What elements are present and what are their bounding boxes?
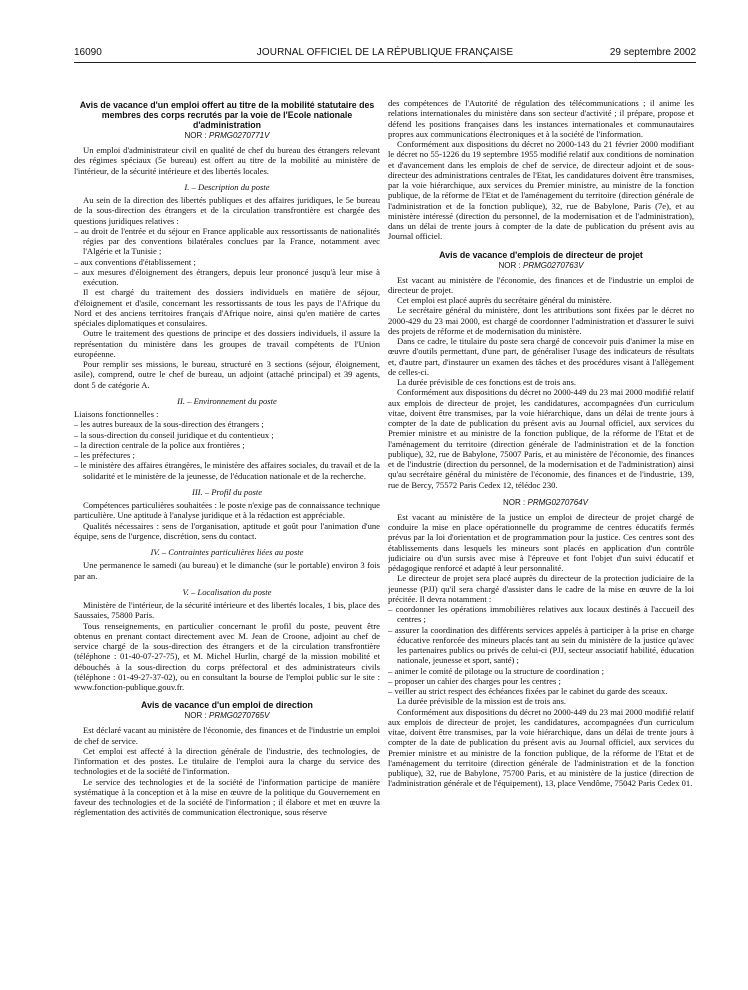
paragraph: Une permanence le samedi (au bureau) et le dimanche (sur le portable) environ 3 fois par an. xyxy=(74,560,380,581)
section-heading: V. – Localisation du poste xyxy=(182,586,272,597)
paragraph: Conformément aux dispositions du décret no 2000-449 du 23 mai 2000 modifié relatif aux emplois de directeur de projet, les candidatures, accompagnées d'un curriculum vitae, doivent être transmises, par la voie hiérarchique, dans un délai de trente jours à compter de la date de publication du présent avis au Journal officiel, aux services du Premier ministre et au ministre de la fonction publique, de la réforme de l'Etat et de l'aménagement du territoire (direction générale de l'administration et de la fonction publique), 32, rue de Babylone, 75700 Paris, et au ministère de la justice (direction de l'administration générale et de l'équipement), 13, place Vendôme, 75042 Paris Cedex 01. xyxy=(388,706,694,789)
notice-directeur-projet xyxy=(388,250,694,490)
paragraph: Tous renseignements, en particulier concernant le profil du poste, peuvent être obtenus en prenant contact directement avec M. Jean de Croone, adjoint au chef de service chargé de la sous-direction des étrangers et de la circulation transfrontière (téléphone : 01-40-07-27-75), et M. Michel Hurlin, chargé de la mission mobilité et débouchés à la sous-direction du corps préfectoral et des administrateurs civils (téléphone : 01-49-27-37-02), ou en consultant la bourse de l'emploi public sur le site : www.fonction-publique.gouv.fr. xyxy=(74,620,380,692)
paragraph: Est vacant au ministère de la justice un emploi de directeur de projet chargé de conduire la mise en place opérationnelle du programme de centres éducatifs fermés prévus par la loi d'orientation et de programmation pour la justice. Ces centres sont des établissements dans lesquels les mineurs sont placés en application d'un contrôle judiciaire ou d'un sursis avec mise à l'épreuve et font l'objet d'un suivi éducatif et pédagogique renforcé et adapté à leur personnalité. xyxy=(388,511,694,573)
paragraph: Le secrétaire général du ministère, dont les attributions sont fixées par le décret no 2000-429 du 23 mai 2000, est chargé de coordonner l'administration et d'assurer le suivi des projets de réforme et de modernisation du ministère. xyxy=(388,305,694,336)
list-item: – les autres bureaux de la sous-direction des étrangers ; xyxy=(74,419,264,430)
spacer xyxy=(388,242,694,250)
header-rule xyxy=(74,62,696,63)
notice-justice xyxy=(388,498,694,789)
notice-title: Avis de vacance d'un emploi de direction xyxy=(141,700,313,711)
list-item: – aux mesures d'éloignement des étrangers, depuis leur prononcé jusqu'à leur mise à exécution. xyxy=(74,266,380,287)
paragraph: Un emploi d'administrateur civil en qualité de chef du bureau des étrangers relevant des régimes spéciaux (5e bureau) est offert au titre de la mobilité au ministère de l'intérieur, de la sécurité intérieure et des libertés locales. xyxy=(74,145,380,176)
section-heading: IV. – Contraintes particulières liées au poste xyxy=(150,547,304,557)
list-item: – aux conventions d'établissement ; xyxy=(74,256,196,267)
notice-direction xyxy=(74,700,380,817)
notice-direction-continued xyxy=(388,98,694,242)
paragraph: Liaisons fonctionnelles : xyxy=(74,409,159,419)
list-item: – les préfectures ; xyxy=(74,450,135,460)
paragraph: La durée prévisible de la mission est de trois ans. xyxy=(397,696,566,707)
journal-title: JOURNAL OFFICIEL DE LA RÉPUBLIQUE FRANÇAISE xyxy=(256,47,514,58)
paragraph: Qualités nécessaires : sens de l'organisation, aptitude et goût pour l'animation d'une équipe, sens de l'urgence, discrétion, sens du contact. xyxy=(74,520,380,541)
paragraph: Conformément aux dispositions du décret no 2000-449 du 23 mai 2000 modifié relatif aux emplois de directeur de projet, les candidatures, accompagnées d'un curriculum vitae, doivent être transmises, par la voie hiérarchique, dans un délai de trente jours à compter de la date de publication du présent avis au Journal officiel, aux services du Premier ministre et au ministre de la fonction publique, de la réforme de l'Etat et de l'aménagement du territoire (direction générale de l'administration et de la fonction publique), 32, rue de Babylone, 75007 Paris, et au ministère de l'économie, des finances et de l'industrie (direction du personnel, de la modernisation et de l'administration) ainsi qu'au secrétaire général du ministère de l'économie, des finances et de l'industrie, 139, rue de Bercy, 75572 Paris Cedex 12, télédoc 230. xyxy=(388,387,694,490)
paragraph: Au sein de la direction des libertés publiques et des affaires juridiques, le 5e bureau de la sous-direction des étrangers et de la circulation transfrontière est chargée des questions juridiques relatives : xyxy=(74,195,380,226)
issue-date: 29 septembre 2002 xyxy=(609,47,696,58)
nor-label: NOR : xyxy=(503,497,526,507)
nor-reference xyxy=(74,131,380,141)
paragraph: Est vacant au ministère de l'économie, des finances et de l'industrie un emploi de directeur de projet. xyxy=(388,274,694,295)
paragraph: Ministère de l'intérieur, de la sécurité intérieure et des libertés locales, 1 bis, place des Saussaies, 75800 Paris. xyxy=(74,600,380,621)
list-item: – assurer la coordination des différents services appelés à participer à la prise en charge éducative renforcée des mineurs placés tant au sein du ministère de la justice qu'avec les partenaires publics ou privés de celui-ci (PJJ, secteur associatif habilité, éducation nationale, jeunesse et sport, santé) ; xyxy=(388,624,694,666)
nor-code: PRMG0270771V xyxy=(208,131,270,140)
paragraph: Dans ce cadre, le titulaire du poste sera chargé de concevoir puis d'animer la mise en œuvre d'outils permettant, d'une part, de généraliser l'usage des indicateurs de résultats et, d'autre part, d'instaurer un examen des tâches et des procédures visant à l'allègement de celles-ci. xyxy=(388,336,694,377)
section-heading: II. – Environnement du poste xyxy=(177,395,277,406)
nor-reference xyxy=(388,261,694,271)
list-item: – la sous-direction du conseil juridique et du contentieux ; xyxy=(74,429,274,440)
right-column xyxy=(388,98,694,966)
list-item: – le ministère des affaires étrangères, le ministère des affaires sociales, du travail et de la solidarité et le ministère de la jeunesse, de l'éducation nationale et de la recherche. xyxy=(74,460,380,481)
nor-code: PRMG0270763V xyxy=(522,260,584,270)
section-heading: I. – Description du poste xyxy=(184,181,270,192)
paragraph: Le directeur de projet sera placé auprès du directeur de la protection judiciaire de la jeunesse (PJJ) qu'il sera chargé d'assister dans le cadre de la mise en œuvre de la loi précitée. Il devra notamment : xyxy=(388,573,694,604)
nor-code: PRMG0270765V xyxy=(208,711,270,721)
nor-code: PRMG0270764V xyxy=(527,497,588,507)
paragraph: Le service des technologies et de la société de l'information participe de manière systématique à la conception et à la mise en œuvre de la politique du Gouvernement en faveur des technologies et de la société de l'information ; il élabore et met en œuvre la réglementation des activités de communication électronique, sous réserve xyxy=(74,776,380,818)
nor-label: NOR : xyxy=(498,260,521,270)
spacer xyxy=(74,692,380,700)
section-heading: III. – Profil du poste xyxy=(191,486,263,497)
paragraph: Pour remplir ses missions, le bureau, structuré en 3 sections (séjour, éloignement, asile), comprend, outre le chef de bureau, un adjoint (attaché principal) et 39 agents, dont 5 de catégorie A. xyxy=(74,359,380,390)
notice-title: Avis de vacance d'emplois de directeur de projet xyxy=(439,249,643,260)
left-column xyxy=(74,100,380,968)
paragraph: Conformément aux dispositions du décret no 2000-143 du 21 février 2000 modifiant le décret no 55-1226 du 19 septembre 1955 modifié relatif aux conditions de nomination et d'avancement dans les emplois de chef de service, de directeur adjoint et de sous-directeur des administrations centrales de l'Etat, les candidatures doivent être transmises, par la voie hiérarchique, aux services du Premier ministre, au ministre de la fonction publique, de la réforme de l'Etat et de l'aménagement du territoire (direction générale de l'administration et de la fonction publique), 32, rue de Babylone, Paris (7e), et au ministère intéressé (direction du personnel, de la modernisation et de l'administration), dans un délai de trente jours à compter de la date de publication du présent avis au Journal officiel. xyxy=(388,139,694,242)
nor-label: NOR : xyxy=(184,131,207,140)
notice-title: Avis de vacance d'un emploi offert au titre de la mobilité statutaire des membres des corps recrutés par la voie de l'Ecole nationale d'administration xyxy=(79,100,375,130)
paragraph: Est déclaré vacant au ministère de l'économie, des finances et de l'industrie un emploi de chef de service. xyxy=(74,725,380,746)
list-item: – veiller au strict respect des échéances fixées par le cabinet du garde des sceaux. xyxy=(388,686,668,696)
paragraph: Compétences particulières souhaitées : le poste n'exige pas de connaissance technique particulière. Une aptitude à l'analyse juridique et à la rédaction est appréciable. xyxy=(74,500,380,521)
list-item: – proposer un cahier des charges pour les centres ; xyxy=(388,675,561,686)
paragraph: Outre le traitement des questions de principe et des dossiers individuels, il assure la représentation du ministère dans les groupes de travail compétents de l'Union européenne. xyxy=(74,328,380,359)
paragraph: Cet emploi est affecté à la direction générale de l'industrie, des technologies, de l'information et des postes. Le titulaire de l'emploi aura la charge du service des technologies et de la société de l'information. xyxy=(74,745,380,777)
bullet-list xyxy=(388,604,694,696)
paragraph: Il est chargé du traitement des dossiers individuels en matière de séjour, d'éloignement et d'asile, concernant les ressortissants de tous les pays de l'Afrique du Nord et des anciens territoires français d'Afrique noire, ainsi qu'en matière de cartes spéciales diplomatiques et consulaires. xyxy=(74,287,380,328)
nor-reference xyxy=(74,711,380,721)
paragraph: des compétences de l'Autorité de régulation des télécommunications ; il anime les relations internationales du ministère dans son secteur d'activité ; il prépare, propose et défend les positions françaises dans les instances internationales et communautaires propres aux communications électroniques et à la société de l'information. xyxy=(388,98,694,139)
page-number: 16090 xyxy=(74,47,102,58)
list-item: – animer le comité de pilotage ou la structure de coordination ; xyxy=(388,665,604,676)
bullet-list xyxy=(74,419,380,481)
bullet-list xyxy=(74,226,380,288)
list-item: – au droit de l'entrée et du séjour en France applicable aux ressortissants de nationalités régies par des conventions bilatérales conclues par la France, notamment avec l'Algérie et la Tunisie ; xyxy=(74,225,380,257)
nor-reference xyxy=(388,498,694,508)
notice-mobilite xyxy=(74,100,380,692)
list-item: – la direction centrale de la police aux frontières ; xyxy=(74,439,245,450)
list-item: – coordonner les opérations immobilières relatives aux locaux destinés à l'accueil des centres ; xyxy=(388,604,694,625)
nor-label: NOR : xyxy=(184,711,207,721)
running-header xyxy=(74,47,696,61)
paragraph: Cet emploi est placé auprès du secrétaire général du ministère. xyxy=(397,295,612,305)
paragraph: La durée prévisible de ces fonctions est de trois ans. xyxy=(397,377,576,387)
